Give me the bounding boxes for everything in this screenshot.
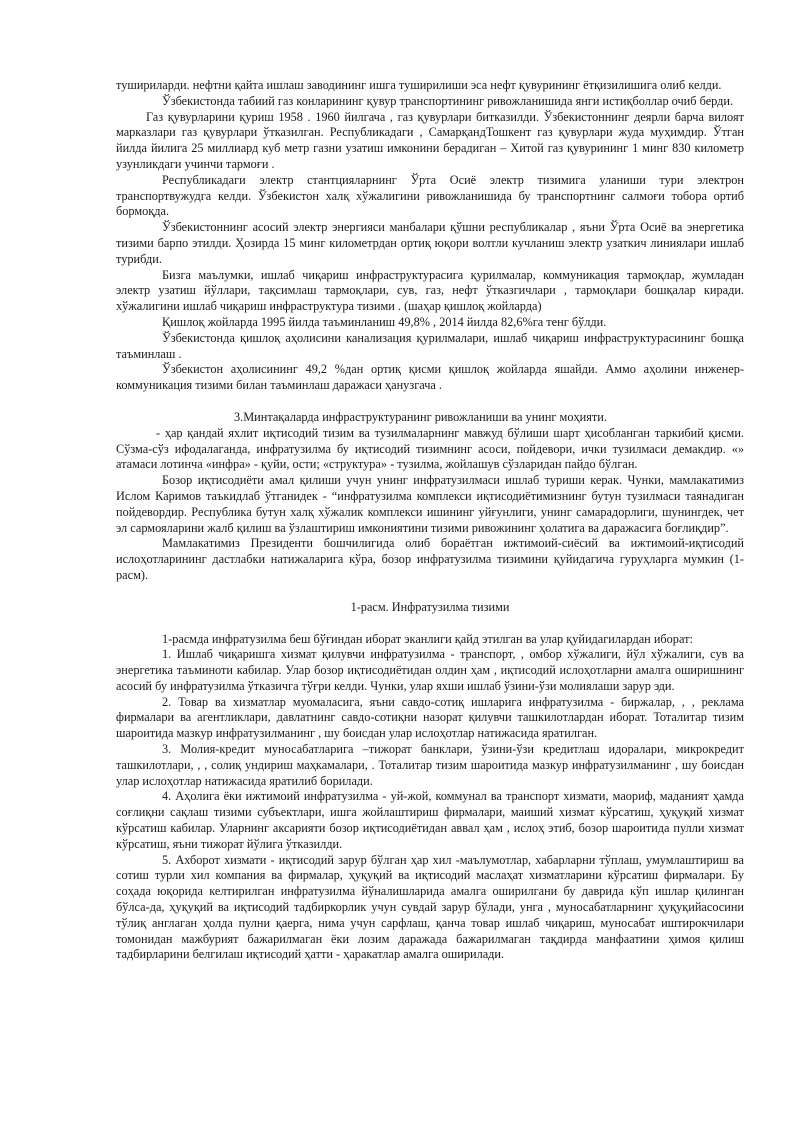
spacer (116, 616, 744, 632)
paragraph-rural-population: Ўзбекистон аҳолисининг 49,2 %дан ортиқ қисми қишлоқ жойларда яшайди. Аммо аҳолини инженер-коммуникация тизими билан таъминлаш даражаси ҳанузгача . (116, 362, 744, 393)
paragraph-infrastructure-definition: - ҳар қандай яхлит иқтисодий тизим ва тузилмаларнинг мавжуд бўлиши шарт ҳисобланган таркибий қисми. Сўзма-сўз ифодалаганда, инфратузилма бу иқтисодий тизимнинг асоси, пойдевори, ички тузилмаси демакдир. «» атамаси лотинча «инфра» - қуйи, ости; «структура» - тузилма, жойлашув сўзларидан пайдо бўлган. (116, 425, 744, 472)
list-item-information: 5. Ахборот хизмати - иқтисодий зарур бўлган ҳар хил -маълумотлар, хабарларни тўплаш, умумлаштириш ва сотиш турли хил компания ва фирмалар, ҳуқуқий ва иқтисодий маслаҳат хизматларини кўрсатиш фирмалари. Бу соҳада юқорида келтирилган инфратузилма йўналишларида амалга оширилгани бу даврида кўп ишлар қилинган бўлса-да, ҳуқуқий ва иқтисодий тадбиркорлик учун сувдай зарур бўлади, унга , муносабатларнинг ҳуқуқийасосини тўлиқ англаган ҳолда пулни қаерга, нима учун сарфлаш, қанча товар ишлаб чиқариш, муносабат иштирокчилари томонидан мажбурият бажарилмаган ёки лозим даражада бажарилмаган тақдирда манфаатини ҳимоя қилиш тадбирларини белгилаш иқтисодий ҳатти - ҳаракатлар амалга оширилади. (116, 852, 744, 962)
paragraph-five-links: 1-расмда инфратузилма беш бўғиндан иборат эканлиги қайд этилган ва улар қуйидагилардан иборат: (162, 631, 693, 646)
paragraph-production-infrastructure: Бизга маълумки, ишлаб чиқариш инфраструктурасига қурилмалар, коммуникация тармоқлар, жумладан электр узатиш йўллари, тақсимлаш тармоқлари, сув, газ, нефт ўтказгичлари , тармоқлари бошқалар киради. хўжалигини ишлаб чиқариш инфраструктура тизими . (шаҳар қишлоқ жойларда) (116, 267, 744, 314)
paragraph-reforms: Мамлакатимиз Президенти бошчилигида олиб бораётган ижтимоий-сиёсий ва ижтимоий-иқтисодий ислоҳотларининг дастлабки натижаларига кўра, бозор инфратузилма тизимини қуйидагича гуруҳларга мумкин (1-расм). (116, 536, 744, 582)
list-item-trade: 2. Товар ва хизматлар муомаласига, яъни савдо-сотиқ ишларига инфратузилма - биржалар, , , реклама фирмалари ва агентликлари, давлатнинг савдо-сотиқни назорат қилувчи ташкилотлардан иборат. Тоталитар тизим шароитида мазкур инфратузилманинг , шу боисдан улар ислоҳотлар натижасида яратилган. (116, 694, 744, 741)
list-item-finance: 3. Молия-кредит муносабатларига –тижорат банклари, ўзини-ўзи кредитлаш идоралари, микрокредит ташкилотлари, , , солиқ ундириш маҳкамалари, . Тоталитар тизим шароитида мазкур инфратузилманинг , шу боисдан улар ислоҳотлар натижасида яратилиб борилади. (116, 742, 744, 788)
spacer (116, 584, 744, 600)
list-item-production: 1. Ишлаб чиқаришга хизмат қилувчи инфратузилма - транспорт, , омбор хўжалиги, йўл хўжалиги, сув ва энергетика таъминоти кабилар. Улар бозор иқтисодиётидан олдин ҳам , иқтисодий ислоҳотларни амалга оширишнинг асосий бу инфратузилма ўтказичга тўғри келди. Чунки, улар яхши ишлаб ўзини-ўзи молиялаши зарур эди. (116, 647, 744, 693)
paragraph-energy-sources: Ўзбекистоннинг асосий электр энергияси манбалари қўшни республикалар , яъни Ўрта Осиё ва энергетика тизими барпо этилди. Ҳозирда 15 минг километрдан ортиқ юқори волтли кучланиш электр узаткич линиялари ишлаб турибди. (116, 220, 744, 266)
paragraph-oil-refinery: тушириларди. нефтни қайта ишлаш заводининг ишга туширилиши эса нефт қувурининг ётқизилишига олиб келди. (116, 78, 722, 92)
paragraph-gas-prospects: Ўзбекистонда табиий газ конларининг қувур транспортининг ривожланишида янги истиқболлар очиб берди. (162, 93, 734, 108)
paragraph-power-stations: Республикадаги электр стантцияларнинг Ўрта Осиё электр тизимига уланиши тури электрон транспортвужудга келди. Ўзбекистон халқ хўжалигини ривожланишида бу транспортнинг салмоғи тобора ортиб бормоқда. (116, 172, 744, 219)
section-heading: 3.Минтақаларда инфраструктуранинг ривожланиши ва унинг моҳияти. (234, 409, 607, 424)
paragraph-market-economy: Бозор иқтисодиёти амал қилиши учун унинг инфратузилмаси ишлаб туриши керак. Чунки, мамлакатимиз Ислом Каримов таъкидлаб ўтганидек - “инфратузилма комплекси иқтисодиётимизнинг бутун тузилмаси таянадиган пойдевордир. Республика бутун халқ хўжалик комплекси ишининг уйғунлиги, унинг самарадорлиги, шунингдек, чет эл сармояларини жалб қилиш ва ўзлаштириш имкониятини тизими ривожининг ҳолатига ва даражасига боғлиқдир”. (116, 473, 744, 535)
paragraph-gas-pipelines: Газ қувурларини қуриш 1958 . 1960 йилгача , газ қувурлари битказилди. Ўзбекистоннинг деярли барча вилоят марказлари газ қувурлари ўтказилган. Республикадаги , СамарқандТошкент газ қувурлари жуда муҳимдир. Ўтган йилда йилига 25 миллиард куб метр газни узатиш имконини берадиган – Хитой газ қувурининг 1 минг 830 километр узунликдаги учинчи тармоғи . (116, 109, 744, 171)
paragraph-rural-coverage: Қишлоқ жойларда 1995 йилда таъминланиш 49,8% , 2014 йилда 82,6%га тенг бўлди. (162, 314, 607, 329)
list-item-social: 4. Аҳолига ёки ижтимоий инфратузилма - уй-жой, коммунал ва транспорт хизмати, маориф, маданият ҳамда соғлиқни сақлаш тизими субъектлари, ишга жойлаштириш фирмалари, маиший хизмат кўрсатиш, ҳуқуқий хизмат кўрсатиш кабилар. Уларнинг аксарияти бозор иқтисодиётидан аввал ҳам , ислоҳ этиб, бозор шароитида пулли хизмат кўрсатиш, яъни тижорат йўлига ўтказилди. (116, 789, 744, 851)
figure-caption: 1-расм. Инфратузилма тизими (350, 599, 510, 614)
spacer (116, 394, 744, 410)
paragraph-rural-sewerage: Ўзбекистонда қишлоқ аҳолисини канализация қурилмалари, ишлаб чиқариш инфраструктурасининг бошқа таъминлаш . (116, 330, 744, 361)
document-page (116, 78, 744, 963)
